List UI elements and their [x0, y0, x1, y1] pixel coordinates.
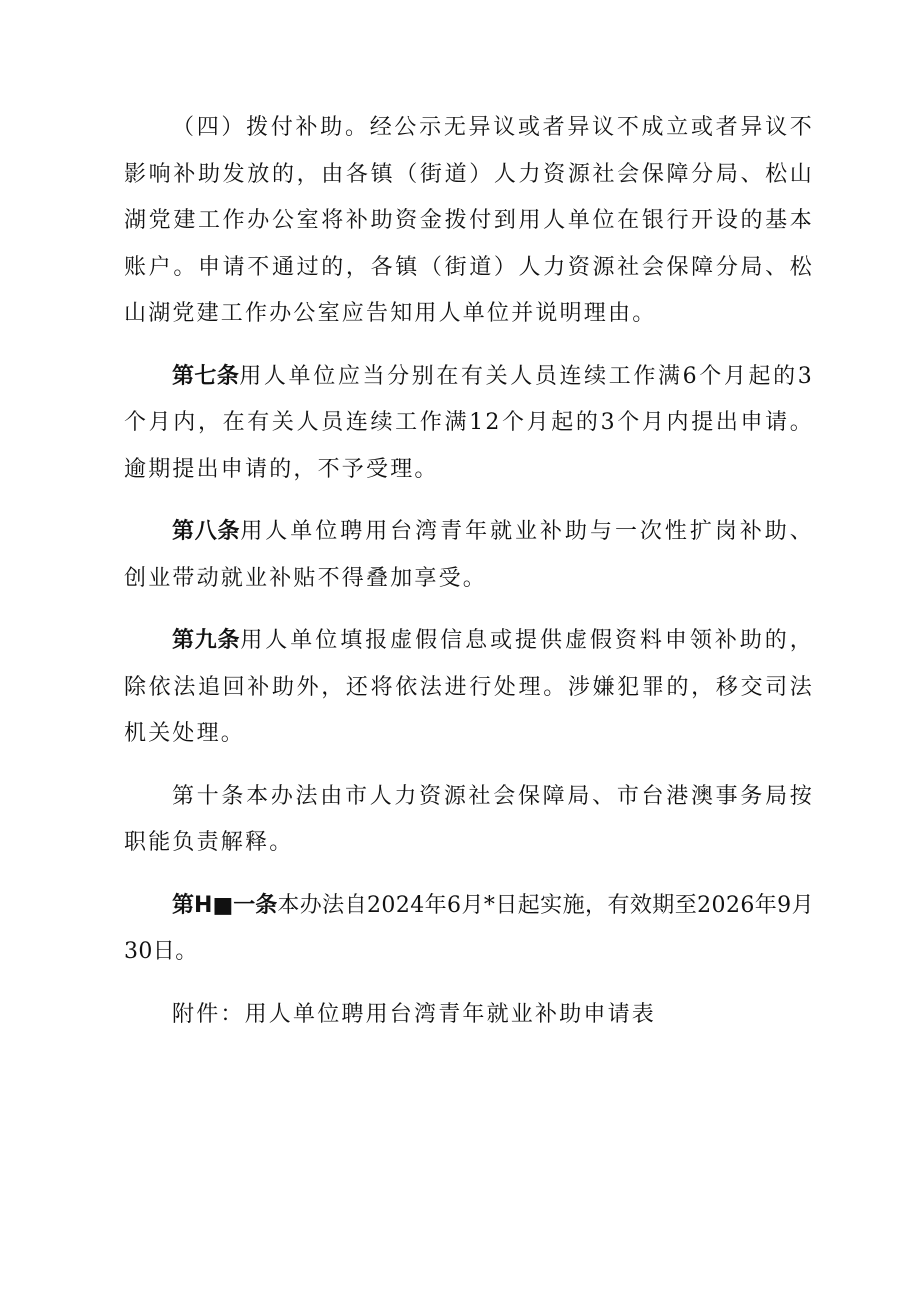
attachment-line — [124, 992, 814, 1039]
article-text: 用人单位聘用台湾青年就业补助与一次性扩岗补助、创业带动就业补贴不得叠加享受。 — [124, 519, 814, 591]
article-10 — [124, 774, 814, 867]
article-number: 第七条 — [172, 363, 240, 389]
document-body — [124, 105, 814, 1054]
article-8 — [124, 509, 814, 602]
article-number: 第八条 — [172, 519, 241, 544]
paragraph-disbursement — [124, 105, 814, 338]
paragraph-text: （四）拨付补助。经公示无异议或者异议不成立或者异议不影响补助发放的，由各镇（街道）人力资源社会保障分局、松山湖党建工作办公室将补助资金拨付到用人单位在银行开设的基本账户。申请不通过的，各镇（街道）人力资源社会保障分局、松山湖党建工作办公室应告知用人单位并说明理由。 — [124, 115, 814, 326]
article-9 — [124, 618, 814, 758]
article-text: 第十条本办法由市人力资源社会保障局、市台港澳事务局按职能负责解释。 — [124, 783, 814, 855]
article-text: 本办法自2024年6月*日起实施，有效期至2026年9月30日。 — [124, 892, 815, 964]
article-number: 第H■一条 — [172, 892, 278, 918]
article-7 — [124, 354, 814, 494]
attachment-text: 附件：用人单位聘用台湾青年就业补助申请表 — [172, 1001, 657, 1027]
article-text: 用人单位填报虚假信息或提供虚假资料申领补助的，除依法追回补助外，还将依法进行处理。涉嫌犯罪的，移交司法机关处理。 — [124, 628, 814, 746]
article-text: 用人单位应当分别在有关人员连续工作满6个月起的3个月内，在有关人员连续工作满12个月起的3个月内提出申请。逾期提出申请的，不予受理。 — [124, 363, 814, 482]
article-number: 第九条 — [172, 628, 241, 653]
article-11 — [124, 883, 814, 976]
